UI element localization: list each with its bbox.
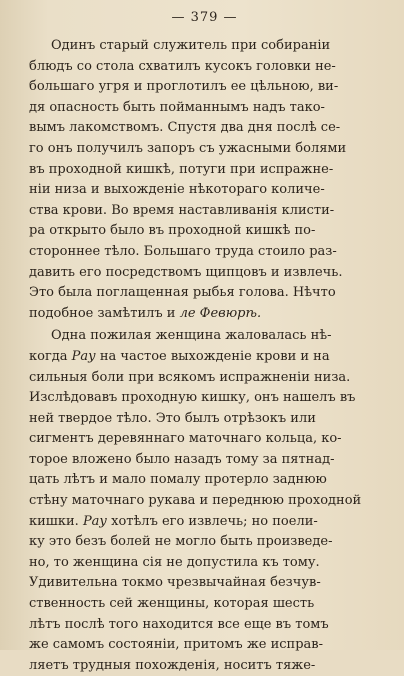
text-run: вымъ лакомствомъ. Спустя два дня послѣ се- [29, 120, 341, 136]
text-run: на частое выхожденіе крови и на [95, 348, 330, 364]
text-line [29, 304, 380, 325]
text-run: торое вложено было назадъ тому за пятнад- [29, 451, 335, 467]
text-line [29, 512, 380, 533]
text-line [29, 283, 380, 304]
text-run: ственность сей женщины, которая шесть [29, 596, 315, 612]
text-line [29, 242, 380, 263]
text-line [29, 326, 380, 347]
text-run: большаго угря и проглотилъ ее цѣльною, ви- [29, 79, 339, 95]
text-line [29, 36, 380, 57]
text-run: стѣну маточнаго рукава и переднюю проходной [29, 493, 362, 509]
text-line [29, 221, 380, 242]
text-run: цать лѣтъ и мало помалу протерло заднюю [29, 472, 327, 488]
text-run: ства крови. Во время наставливанія клисти- [29, 202, 335, 218]
text-run: дя опасность быть пойманнымъ надъ тако- [29, 99, 325, 115]
text-line [29, 139, 380, 160]
text-run: ку это безъ болей не могло быть произведе- [29, 534, 333, 550]
text-line [29, 553, 380, 574]
text-line [29, 98, 380, 119]
text-line [29, 429, 380, 450]
italic-name: Рау [82, 513, 107, 529]
text-line [29, 594, 380, 615]
text-line [29, 57, 380, 78]
text-line [29, 450, 380, 471]
text-run: но, то женщина сія не допустила къ тому. [29, 554, 320, 570]
page-number: — 379 — [171, 10, 238, 25]
text-line [29, 656, 380, 676]
text-run: ніи низа и выхожденіе нѣкотораго количе- [29, 182, 325, 198]
body-text [29, 36, 380, 676]
text-run: Изслѣдовавъ проходную кишку, онъ нашелъ въ [29, 390, 356, 406]
text-run: ра открыто было въ проходной кишкѣ по- [29, 223, 316, 239]
text-line [29, 160, 380, 181]
text-line [29, 368, 380, 389]
paragraph [29, 36, 380, 324]
text-run: блюдъ со стола схватилъ кусокъ головки не- [29, 58, 336, 74]
text-run: ней твердое тѣло. Это былъ отрѣзокъ или [29, 410, 316, 426]
text-line [29, 201, 380, 222]
text-run: Одинъ старый служитель при собираніи [51, 38, 331, 53]
text-run: сигментъ деревяннаго маточнаго кольца, ко- [29, 431, 342, 447]
text-run: когда [29, 348, 72, 364]
text-line [29, 77, 380, 98]
text-line [29, 118, 380, 139]
text-line [29, 263, 380, 284]
text-run: стороннее тѣло. Большаго труда стоило раз- [29, 243, 337, 259]
text-run: Одна пожилая женщина жаловалась нѣ- [51, 328, 332, 344]
text-run: хотѣлъ его извлечь; но поели- [106, 513, 318, 529]
paragraph [29, 326, 380, 676]
italic-name: ле Февюрѣ. [179, 305, 262, 321]
text-line [29, 615, 380, 636]
text-line [29, 347, 380, 368]
text-line [29, 491, 380, 512]
text-line [29, 388, 380, 409]
text-run: въ проходной кишкѣ, потуги при испражне- [29, 161, 334, 177]
text-run: Удивительна токмо чрезвычайная безчув- [29, 575, 321, 591]
text-run: Это была поглащенная рыбья голова. Нѣчто [29, 285, 336, 301]
text-run: лѣтъ послѣ того находится все еще въ томъ [29, 616, 329, 632]
text-run: го онъ получилъ запоръ съ ужасными болями [29, 140, 347, 156]
text-line [29, 180, 380, 201]
text-run: сильныя боли при всякомъ испражненіи низа. [29, 369, 351, 385]
italic-name: Рау [71, 348, 96, 364]
text-line [29, 532, 380, 553]
text-run: давить его посредствомъ щипцовъ и извлечь. [29, 264, 343, 280]
text-run: ляетъ трудныя похожденія, носитъ тяже- [29, 657, 316, 673]
text-run: подобное замѣтилъ и [29, 305, 180, 321]
text-line [29, 470, 380, 491]
text-line [29, 409, 380, 430]
text-run: кишки. [29, 513, 83, 529]
text-line [29, 573, 380, 594]
text-run: же самомъ состояніи, притомъ же исправ- [29, 637, 323, 653]
text-line [29, 635, 380, 656]
